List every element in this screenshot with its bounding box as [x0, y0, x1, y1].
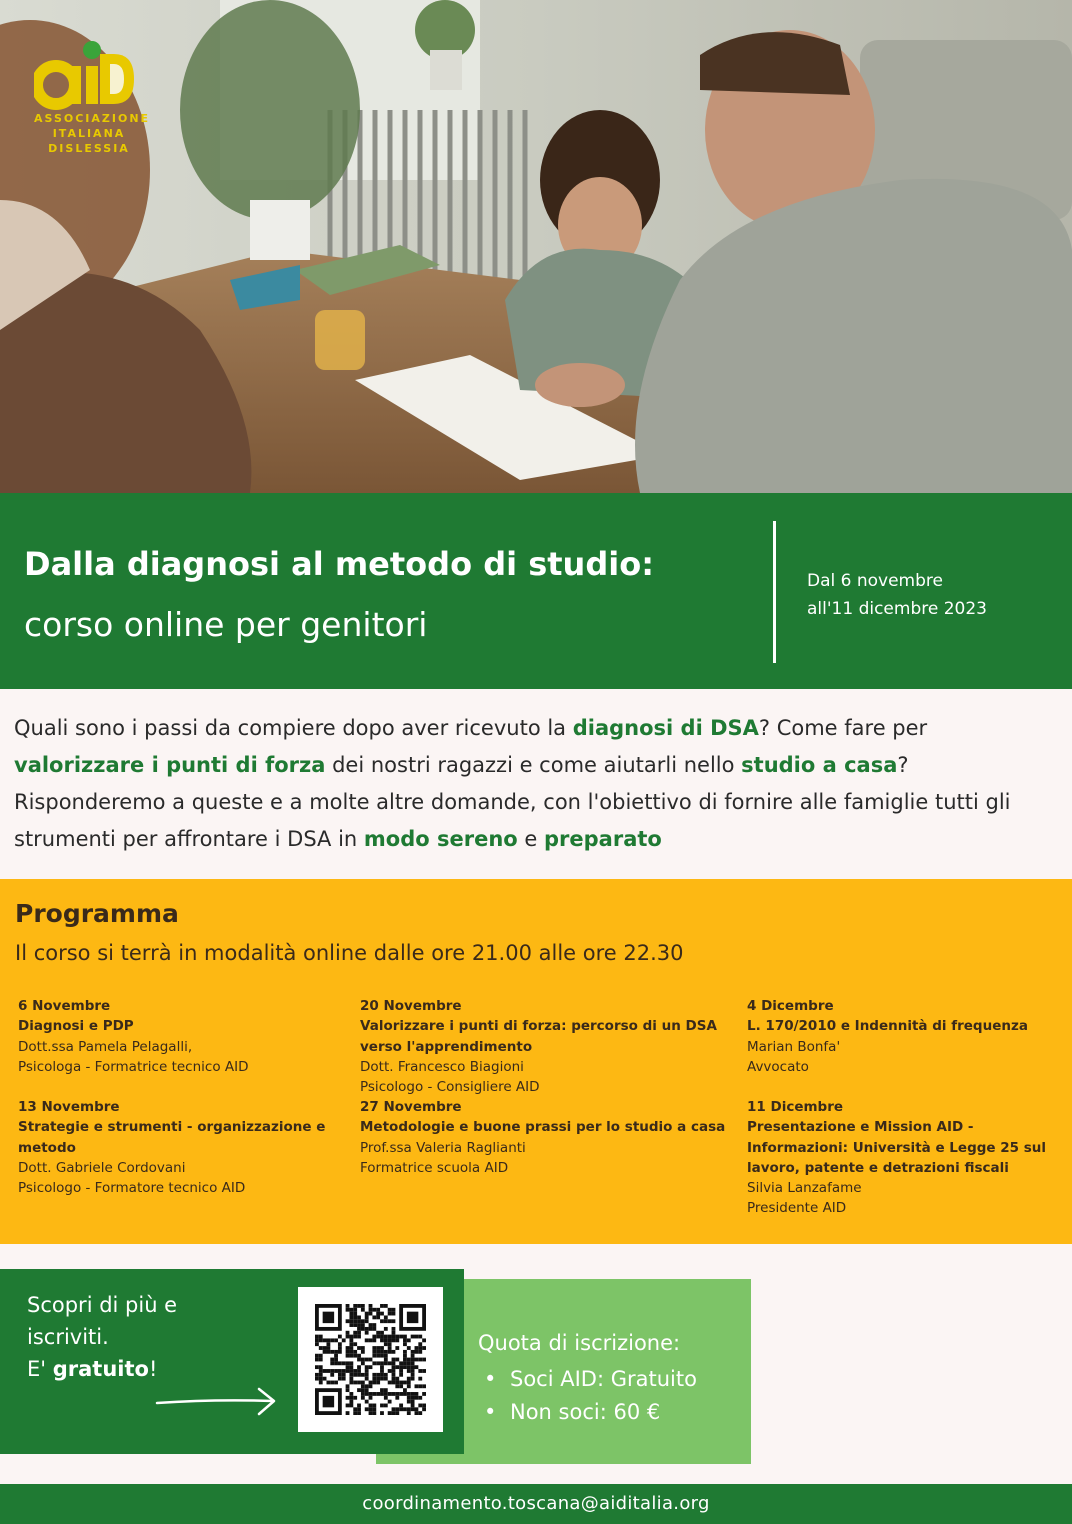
session-topic: Strategie e strumenti - organizzazione e metodo [18, 1119, 326, 1156]
session-item [360, 1097, 730, 1178]
session-topic: Presentazione e Mission AID - Informazioni: Università e Legge 25 sul lavoro, patente e detrazioni fiscali [747, 1119, 1047, 1176]
logo-line-1: ASSOCIAZIONE [34, 112, 151, 125]
hero-photo [0, 0, 1072, 493]
aid-logo [34, 30, 151, 160]
dates-line-1: Dal 6 novembre [807, 571, 943, 591]
session-item [18, 996, 338, 1077]
session-date: 11 Dicembre [747, 1099, 844, 1115]
session-role: Psicologo - Consigliere AID [360, 1079, 540, 1096]
session-item [360, 996, 730, 1097]
logo-line-2: ITALIANA [52, 127, 126, 140]
session-speaker: Dott.ssa Pamela Pelagalli, [18, 1038, 193, 1055]
cta-text [27, 1289, 177, 1385]
title-divider [773, 521, 776, 663]
aid-logo-mark [34, 30, 144, 110]
fee-item: • Soci AID: Gratuito [478, 1363, 697, 1396]
course-title: Dalla diagnosi al metodo di studio: [24, 545, 654, 583]
cta-suffix: ! [148, 1357, 158, 1381]
session-speaker: Dott. Gabriele Cordovani [18, 1159, 186, 1176]
arrow-right-icon [155, 1381, 280, 1421]
programme-section [0, 879, 1072, 1244]
intro-text: ? Come fare per [758, 716, 928, 740]
cta-line-2: iscriviti. [27, 1325, 109, 1349]
intro-highlight: preparato [544, 827, 662, 851]
session-topic: Metodologie e buone prassi per lo studio a casa [360, 1119, 726, 1136]
contact-email[interactable]: coordinamento.toscana@aiditalia.org [362, 1493, 710, 1514]
qr-code[interactable] [298, 1287, 443, 1432]
fee-box [464, 1279, 751, 1464]
session-speaker: Dott. Francesco Biagioni [360, 1058, 524, 1075]
cta-free: gratuito [52, 1357, 149, 1381]
session-role: Psicologo - Formatore tecnico AID [18, 1180, 246, 1197]
session-role: Psicologa - Formatrice tecnico AID [18, 1058, 249, 1075]
course-dates [807, 567, 987, 623]
cta-line-1: Scopri di più e [27, 1293, 178, 1317]
intro-text: dei nostri ragazzi e come aiutarli nello [325, 753, 742, 777]
session-role: Presidente AID [747, 1200, 847, 1217]
fee-list [478, 1363, 697, 1429]
qr-code-icon[interactable] [315, 1304, 426, 1415]
session-item [747, 996, 1057, 1077]
title-band [0, 493, 1072, 689]
session-role: Avvocato [747, 1058, 809, 1075]
intro-highlight: studio a casa [741, 753, 898, 777]
fee-item: • Non soci: 60 € [478, 1396, 697, 1429]
footer [0, 1484, 1072, 1524]
cta-prefix: E' [27, 1357, 53, 1381]
intro-text: e [517, 827, 544, 851]
intro-text: Quali sono i passi da compiere dopo aver ricevuto la [14, 716, 573, 740]
session-topic: L. 170/2010 e Indennità di frequenza [747, 1018, 1028, 1035]
session-date: 13 Novembre [18, 1099, 120, 1115]
session-date: 27 Novembre [360, 1099, 462, 1115]
family-study-illustration [0, 0, 1072, 493]
session-role: Formatrice scuola AID [360, 1159, 509, 1176]
intro-highlight: valorizzare i punti di forza [14, 753, 326, 777]
logo-line-3: DISLESSIA [48, 142, 130, 155]
programme-title: Programma [15, 899, 179, 928]
session-item [18, 1097, 338, 1198]
intro-text: ? Risponderemo a queste e a molte altre domande, con l'obiettivo di fornire alle famiglie tutti gli strumenti per affrontare i DSA in [14, 753, 1011, 851]
dates-line-2: all'11 dicembre 2023 [807, 599, 987, 619]
session-speaker: Silvia Lanzafame [747, 1180, 862, 1197]
course-subtitle: corso online per genitori [24, 605, 428, 644]
fee-title: Quota di iscrizione: [478, 1331, 681, 1355]
session-topic: Valorizzare i punti di forza: percorso di un DSA verso l'apprendimento [360, 1018, 717, 1055]
intro-highlight: modo sereno [363, 827, 518, 851]
session-speaker: Prof.ssa Valeria Raglianti [360, 1139, 526, 1156]
intro-paragraph [14, 710, 1058, 858]
session-topic: Diagnosi e PDP [18, 1018, 134, 1035]
session-item [747, 1097, 1057, 1219]
session-date: 20 Novembre [360, 998, 462, 1014]
fee-box-accent [376, 1454, 464, 1464]
programme-subtitle: Il corso si terrà in modalità online dalle ore 21.00 alle ore 22.30 [15, 941, 684, 965]
session-date: 6 Novembre [18, 998, 111, 1014]
session-speaker: Marian Bonfa' [747, 1038, 841, 1055]
session-date: 4 Dicembre [747, 998, 834, 1014]
intro-highlight: diagnosi di DSA [572, 716, 759, 740]
